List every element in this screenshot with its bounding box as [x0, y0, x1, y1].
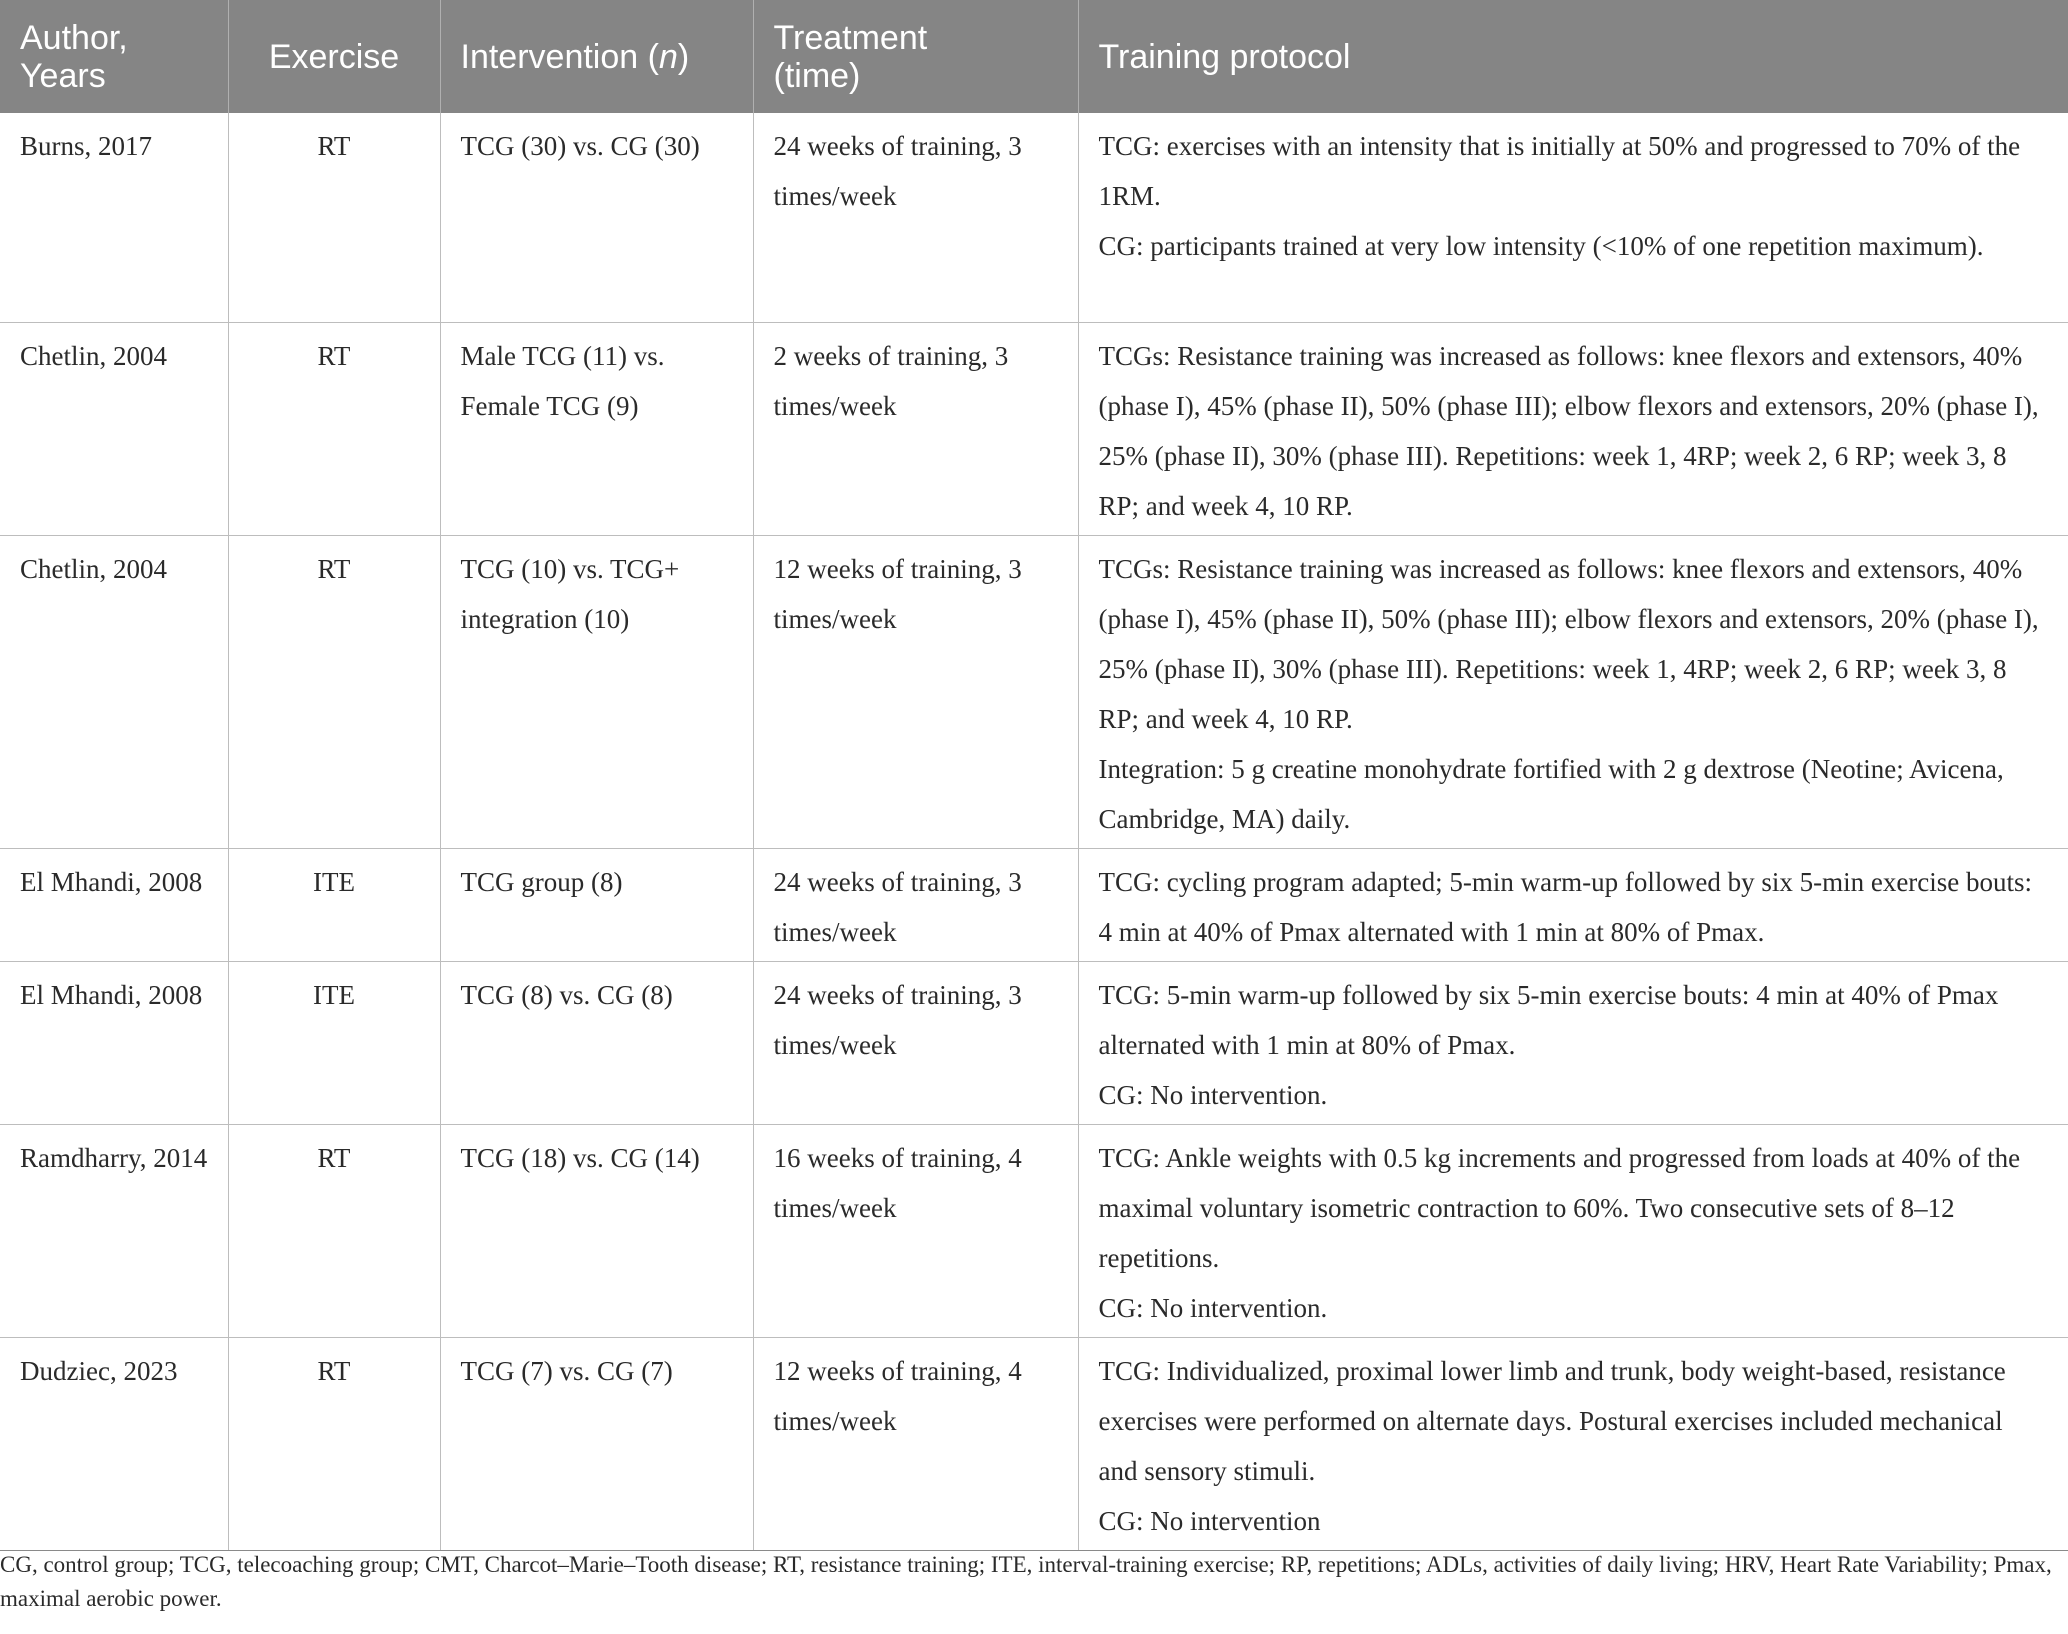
cell-intervention: TCG (30) vs. CG (30): [440, 113, 753, 322]
cell-exercise: RT: [228, 1124, 440, 1337]
cell-training-protocol: [1078, 535, 2068, 848]
protocol-paragraph: TCGs: Resistance training was increased as follows: knee flexors and extensors, 40% (phase I), 45% (phase II), 50% (phase III); elbow flexors and extensors, 20% (phase I), 25% (phase II), 30% (phase III). Repetitions: week 1, 4RP; week 2, 6 RP; week 3, 8 RP; and week 4, 10 RP.: [1098, 340, 2039, 521]
cell-training-protocol: [1078, 1124, 2068, 1337]
protocol-paragraph: CG: No intervention: [1098, 1505, 1321, 1536]
table-row: [0, 961, 2068, 1124]
header-protocol-label: Training protocol: [1098, 37, 1351, 76]
cell-training-protocol: [1078, 961, 2068, 1124]
header-row: [0, 0, 2068, 113]
cell-author: El Mhandi, 2008: [0, 848, 228, 961]
protocol-paragraph: TCG: cycling program adapted; 5-min warm-up followed by six 5-min exercise bouts: 4 min at 40% of Pmax alternated with 1 min at 80% of Pmax.: [1098, 866, 2033, 947]
protocol-paragraph: CG: No intervention.: [1098, 1079, 1328, 1110]
header-treatment-line1: Treatment: [773, 18, 928, 57]
cell-training-protocol: [1078, 322, 2068, 535]
table-body: [0, 113, 2068, 1550]
header-training-protocol: [1078, 0, 2068, 113]
cell-intervention: TCG group (8): [440, 848, 753, 961]
cell-training-protocol: [1078, 848, 2068, 961]
cell-treatment: 12 weeks of training, 3 times/week: [753, 535, 1078, 848]
header-treatment: [753, 0, 1078, 113]
table-row: [0, 848, 2068, 961]
cell-exercise: RT: [228, 322, 440, 535]
cell-treatment: 24 weeks of training, 3 times/week: [753, 961, 1078, 1124]
cell-author: Ramdharry, 2014: [0, 1124, 228, 1337]
cell-exercise: ITE: [228, 961, 440, 1124]
header-author-years: [0, 0, 228, 113]
header-intervention-close: ): [677, 37, 690, 76]
cell-intervention: TCG (7) vs. CG (7): [440, 1337, 753, 1550]
cell-intervention: TCG (8) vs. CG (8): [440, 961, 753, 1124]
table-row: [0, 1124, 2068, 1337]
cell-author: Burns, 2017: [0, 113, 228, 322]
header-author-line1: Author,: [20, 18, 128, 57]
cell-exercise: RT: [228, 535, 440, 848]
cell-treatment: 24 weeks of training, 3 times/week: [753, 848, 1078, 961]
header-exercise: [228, 0, 440, 113]
cell-treatment: 2 weeks of training, 3 times/week: [753, 322, 1078, 535]
cell-intervention: TCG (18) vs. CG (14): [440, 1124, 753, 1337]
protocol-paragraph: TCGs: Resistance training was increased as follows: knee flexors and extensors, 40% (phase I), 45% (phase II), 50% (phase III); elbow flexors and extensors, 20% (phase I), 25% (phase II), 30% (phase III). Repetitions: week 1, 4RP; week 2, 6 RP; week 3, 8 RP; and week 4, 10 RP.: [1098, 553, 2039, 734]
header-intervention: [440, 0, 753, 113]
table-footnote: CG, control group; TCG, telecoaching group; CMT, Charcot–Marie–Tooth disease; RT, resistance training; ITE, interval-training exercise; RP, repetitions; ADLs, activities of daily living; HRV, Heart Rate Variability; Pmax, maximal aerobic power.: [0, 1552, 2052, 1611]
protocol-paragraph: TCG: exercises with an intensity that is initially at 50% and progressed to 70% of the 1RM.: [1098, 131, 2021, 211]
header-intervention-label: Intervention (: [460, 37, 659, 76]
cell-author: Dudziec, 2023: [0, 1337, 228, 1550]
cell-exercise: RT: [228, 113, 440, 322]
protocol-paragraph: TCG: Ankle weights with 0.5 kg increments and progressed from loads at 40% of the maximal voluntary isometric contraction to 60%. Two consecutive sets of 8–12 repetitions.: [1098, 1142, 2021, 1273]
cell-training-protocol: [1078, 113, 2068, 322]
header-exercise-label: Exercise: [268, 37, 400, 76]
protocol-paragraph: TCG: Individualized, proximal lower limb and trunk, body weight-based, resistance exercises were performed on alternate days. Postural exercises included mechanical and sensory stimuli.: [1098, 1355, 2006, 1486]
header-author-line2: Years: [20, 56, 106, 95]
protocol-paragraph: CG: No intervention.: [1098, 1292, 1328, 1323]
cell-author: El Mhandi, 2008: [0, 961, 228, 1124]
table-row: [0, 535, 2068, 848]
cell-treatment: 12 weeks of training, 4 times/week: [753, 1337, 1078, 1550]
header-treatment-line2: (time): [773, 56, 861, 95]
cell-exercise: ITE: [228, 848, 440, 961]
cell-treatment: 24 weeks of training, 3 times/week: [753, 113, 1078, 322]
protocol-paragraph: Integration: 5 g creatine monohydrate fortified with 2 g dextrose (Neotine; Avicena, Cambridge, MA) daily.: [1098, 753, 2004, 834]
table-row: [0, 1337, 2068, 1550]
cell-exercise: RT: [228, 1337, 440, 1550]
cell-intervention: TCG (10) vs. TCG+ integration (10): [440, 535, 753, 848]
cell-author: Chetlin, 2004: [0, 535, 228, 848]
protocol-paragraph: CG: participants trained at very low intensity (<10% of one repetition maximum).: [1098, 231, 1984, 261]
protocol-paragraph: TCG: 5-min warm-up followed by six 5-min exercise bouts: 4 min at 40% of Pmax alternated with 1 min at 80% of Pmax.: [1098, 979, 1999, 1060]
header-intervention-n: n: [658, 37, 678, 76]
cell-treatment: 16 weeks of training, 4 times/week: [753, 1124, 1078, 1337]
table-header: [0, 0, 2068, 113]
table-row: [0, 113, 2068, 322]
cell-training-protocol: [1078, 1337, 2068, 1550]
table-row: [0, 322, 2068, 535]
cell-author: Chetlin, 2004: [0, 322, 228, 535]
cell-intervention: Male TCG (11) vs. Female TCG (9): [440, 322, 753, 535]
